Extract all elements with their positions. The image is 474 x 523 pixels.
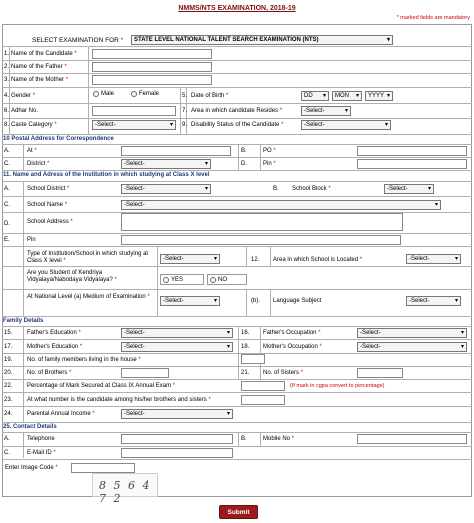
captcha-label: Enter Image Code *: [5, 465, 58, 471]
row-num: 12.: [251, 257, 260, 263]
language-label: Language Subject: [273, 298, 322, 304]
row-num: A.: [4, 148, 10, 154]
row-num: 23.: [4, 397, 13, 403]
caste-label: Caste Category *: [11, 122, 57, 128]
row-num: C.: [4, 450, 10, 456]
sisters-label: No. of Sisters *: [263, 370, 304, 376]
area-located-label: Area in which School is Located *: [273, 257, 363, 263]
row-num: 16.: [241, 330, 250, 336]
adhar-input[interactable]: [92, 106, 176, 116]
row-num: 22.: [4, 383, 13, 389]
area-select[interactable]: -Select- ▾: [301, 106, 351, 116]
area-label: Area in which candidate Resides *: [191, 108, 283, 114]
dob-year-select[interactable]: YYYY ▾: [365, 91, 393, 101]
dob-month-select[interactable]: MON ▾: [332, 91, 362, 101]
row-num: 24.: [4, 411, 13, 417]
school-address-label: School Address *: [27, 219, 73, 225]
contact-heading: 25. Contact Details: [3, 424, 57, 430]
gender-label: Gender *: [11, 93, 36, 99]
row-num: 17.: [4, 344, 13, 350]
school-address-textarea[interactable]: [121, 213, 403, 231]
gender-female-radio[interactable]: [131, 91, 137, 97]
row-num: 3.: [4, 77, 10, 83]
row-num: 6.: [4, 108, 10, 114]
school-district-label: School District *: [27, 186, 70, 192]
disability-select[interactable]: -Select- ▾: [301, 120, 391, 130]
father-name-label: Name of the Father *: [11, 64, 67, 70]
medium-select[interactable]: -Select- ▾: [160, 296, 220, 306]
row-num: 2.: [4, 64, 10, 70]
row-num: 4.: [4, 93, 10, 99]
kv-no-box: [207, 274, 247, 285]
institution-heading: 11. Name and Adress of the Institution in which studying at Class X level: [3, 172, 210, 178]
institution-type-label: Type of Institution/School in which studying at Class X level *: [27, 251, 149, 264]
school-name-select[interactable]: -Select- ▾: [121, 200, 441, 210]
father-occ-select[interactable]: -Select- ▾: [357, 328, 467, 338]
family-heading: Family Details: [3, 318, 44, 324]
gender-male-label: Male: [101, 91, 115, 97]
row-num: 1.: [4, 51, 10, 57]
school-pin-input[interactable]: [121, 235, 401, 245]
caste-select[interactable]: -Select- ▾: [92, 120, 176, 130]
father-name-input[interactable]: [92, 62, 212, 72]
mother-occ-select[interactable]: -Select- ▾: [357, 342, 467, 352]
mother-edu-select[interactable]: -Select- ▾: [121, 342, 233, 352]
email-input[interactable]: [121, 448, 233, 458]
captcha-input[interactable]: [71, 463, 135, 473]
father-occ-label: Father's Occupation *: [263, 330, 321, 336]
school-district-select[interactable]: -Select- ▾: [121, 184, 211, 194]
institution-type-select[interactable]: -Select- ▾: [160, 254, 220, 264]
father-edu-label: Father's Education *: [27, 330, 81, 336]
language-select[interactable]: -Select- ▾: [406, 296, 461, 306]
brothers-input[interactable]: [121, 368, 169, 378]
adhar-label: Adhar No.: [11, 108, 39, 114]
pin-input[interactable]: [357, 159, 467, 169]
row-num: 20.: [4, 370, 13, 376]
mother-edu-label: Mother's Education *: [27, 344, 83, 350]
row-num: 9.: [182, 122, 188, 128]
sibling-rank-input[interactable]: [241, 395, 285, 405]
mother-name-label: Name of the Mother *: [11, 77, 69, 83]
district-label: District *: [27, 161, 50, 167]
row-num: 8.: [4, 122, 10, 128]
sibling-rank-label: At what number is the candidate among his/her brothers and sisters *: [27, 397, 211, 403]
kv-yes-box: [160, 274, 204, 285]
school-block-label: School Block *: [292, 186, 331, 192]
row-num: 18.: [241, 344, 250, 350]
disability-label: Disability Status of the Candidate *: [191, 122, 284, 128]
school-name-label: School Name *: [27, 202, 68, 208]
school-block-select[interactable]: -Select- ▾: [384, 184, 434, 194]
row-num: 19.: [4, 357, 13, 363]
row-num: 15.: [4, 330, 13, 336]
row-num: B.: [241, 148, 247, 154]
father-edu-select[interactable]: -Select- ▾: [121, 328, 233, 338]
medium-label: At National Level (a) Medium of Examination *: [27, 294, 150, 300]
row-num: (b).: [251, 298, 260, 304]
row-num: D.: [241, 161, 247, 167]
exam-select[interactable]: STATE LEVEL NATIONAL TALENT SEARCH EXAMINATION (NTS) ▾: [131, 35, 393, 45]
candidate-name-input[interactable]: [92, 49, 212, 59]
row-num: B.: [241, 436, 247, 442]
candidate-name-label: Name of the Candidate *: [11, 51, 77, 57]
kv-question-label: Are you Student of Kendriya Vidyalaya/Nabodaya Vidyalaya? *: [27, 270, 117, 283]
area-located-select[interactable]: -Select- ▾: [406, 254, 461, 264]
income-label: Parental Annual Income *: [27, 411, 95, 417]
mother-occ-label: Mother's Occupation *: [263, 344, 322, 350]
row-num: B.: [273, 186, 279, 192]
captcha-text: 8 5 6 4 7 2: [99, 479, 152, 505]
percentage-label: Percentage of Mark Secured at Class IX Annual Exam *: [27, 383, 176, 389]
kv-yes-radio[interactable]: [163, 277, 169, 283]
row-num: 21.: [241, 370, 250, 376]
mobile-input[interactable]: [357, 434, 467, 444]
row-num: A.: [4, 436, 10, 442]
telephone-input[interactable]: [121, 434, 233, 444]
brothers-label: No. of Brothers *: [27, 370, 72, 376]
submit-button[interactable]: Submit: [219, 505, 258, 519]
kv-no-label: NO: [218, 277, 227, 283]
postal-heading: 10 Postal Address for Correspondence: [3, 136, 114, 142]
row-num: 7.: [182, 108, 188, 114]
row-num: A.: [4, 186, 10, 192]
row-num: D.: [4, 221, 10, 227]
mandatory-note: * marked fields are mandatory: [396, 15, 470, 21]
members-label: No. of family members living in the house *: [27, 357, 141, 363]
school-pin-label: Pin: [27, 237, 36, 243]
po-label: PO *: [263, 148, 276, 154]
row-num: E.: [4, 237, 10, 243]
district-select[interactable]: -Select- ▾: [121, 159, 211, 169]
members-input[interactable]: [241, 354, 265, 364]
telephone-label: Telephone: [27, 436, 55, 442]
row-num: C.: [4, 161, 10, 167]
po-input[interactable]: [357, 146, 467, 156]
kv-no-radio[interactable]: [210, 277, 216, 283]
sisters-input[interactable]: [357, 368, 403, 378]
dob-day-select[interactable]: DD ▾: [301, 91, 329, 101]
at-input[interactable]: [121, 146, 231, 156]
income-select[interactable]: -Select- ▾: [121, 409, 233, 419]
percentage-input[interactable]: [241, 381, 285, 391]
exam-label: SELECT EXAMINATION FOR *: [32, 37, 124, 44]
page-title: NMMS/NTS EXAMINATION, 2018-19: [178, 5, 296, 12]
email-label: E-Mail ID *: [27, 450, 56, 456]
row-num: 5.: [182, 93, 188, 99]
kv-yes-label: YES: [171, 277, 184, 283]
gender-male-radio[interactable]: [93, 91, 99, 97]
percentage-note: (If mark in cgpa convert to percentage): [290, 383, 385, 389]
mobile-label: Mobile No *: [263, 436, 295, 442]
pin-label: Pin *: [263, 161, 276, 167]
gender-female-label: Female: [139, 91, 160, 97]
at-label: At *: [27, 148, 37, 154]
row-num: C.: [4, 202, 10, 208]
mother-name-input[interactable]: [92, 75, 212, 85]
captcha-image: [92, 473, 158, 505]
dob-label: Date of Birth *: [191, 93, 229, 99]
